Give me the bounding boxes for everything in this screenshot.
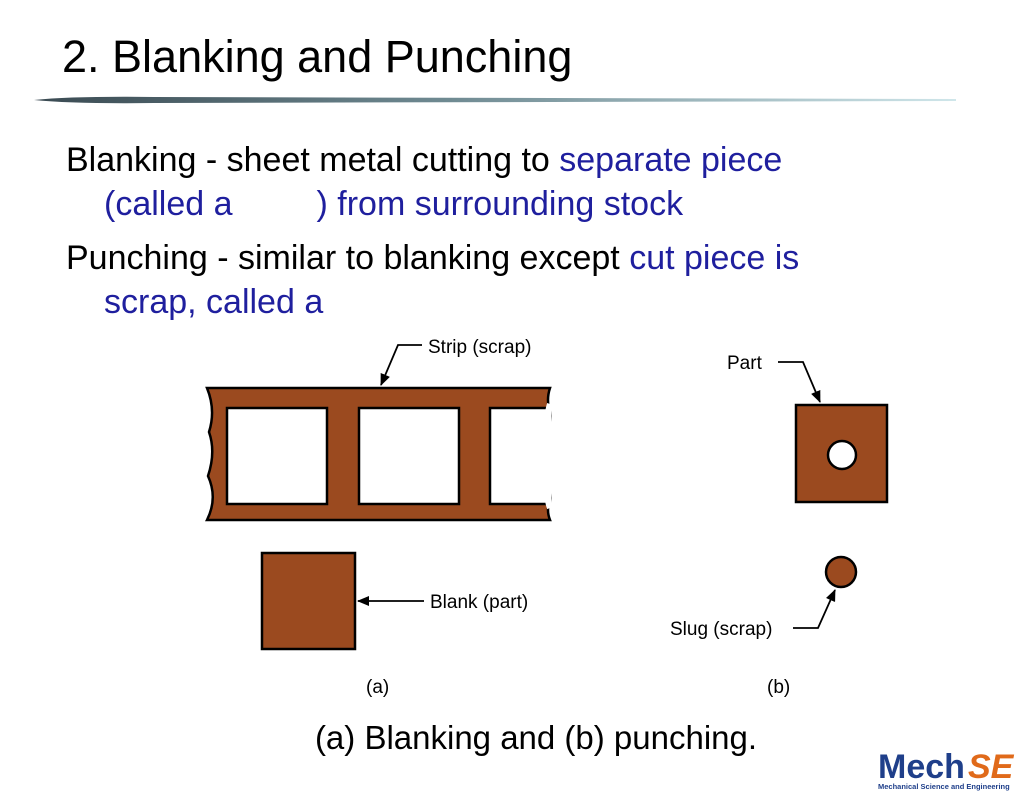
mechse-logo [876,746,1024,791]
subfigure-a-label: (a) [366,677,390,698]
bullet-punching-highlight: cut piece is [629,239,800,277]
slide-title: 2. Blanking and Punching [62,31,573,82]
part-leader-arrow [778,362,820,402]
logo-se-text: SE [968,748,1014,786]
bullet-blanking-highlight-2a: (called a [104,185,233,223]
subfigure-b-label: (b) [767,677,791,698]
logo-mech-text: Mech [878,748,965,786]
logo-tagline: Mechanical Science and Engineering [878,782,1010,791]
punched-hole [828,441,856,469]
figure-caption: (a) Blanking and (b) punching. [314,719,758,756]
bullet-blanking-highlight-2b: ) from surrounding stock [316,185,684,223]
blank-label: Blank (part) [430,592,529,613]
slug-label: Slug (scrap) [670,619,773,640]
part-label: Part [727,353,762,374]
bullet-punching-lead: Punching - similar to blanking except [66,239,630,277]
slug-scrap [826,557,856,587]
slug-leader-arrow [793,590,835,628]
strip-leader-arrow [381,345,422,385]
blank-part [262,553,355,649]
strip-window-1 [227,408,327,504]
bullet-punching-highlight-2: scrap, called a [104,283,324,321]
strip-window-3-partial [490,408,550,504]
bullet-blanking-highlight: separate piece [559,141,783,179]
bullet-blanking-lead: Blanking - sheet metal cutting to [66,141,560,179]
strip-label: Strip (scrap) [428,337,532,358]
strip-window-2 [359,408,459,504]
